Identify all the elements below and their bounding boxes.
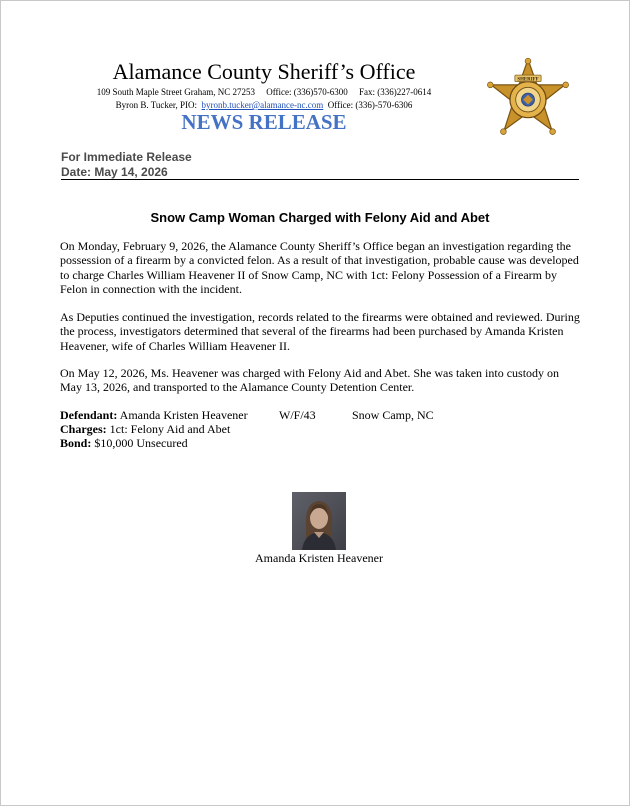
mugshot-photo (292, 492, 346, 550)
pio-office-phone: Office: (336)-570-6306 (327, 100, 413, 110)
pio-contact-line (61, 100, 467, 110)
office-address-line (61, 87, 467, 97)
defendant-name: Amanda Kristen Heavener (119, 408, 248, 422)
sheriff-badge-icon (487, 57, 569, 139)
fax-number: Fax: (336)227-0614 (359, 87, 432, 97)
office-phone: Office: (336)570-6300 (266, 87, 348, 97)
article-headline: Snow Camp Woman Charged with Felony Aid and Abet (150, 210, 490, 225)
charges-value: 1ct: Felony Aid and Abet (109, 422, 231, 436)
defendant-line (60, 408, 248, 423)
news-release-heading: NEWS RELEASE (181, 110, 347, 134)
pio-email-link[interactable]: byronb.tucker@alamance-nc.com (201, 100, 324, 110)
charges-label: Charges: (60, 422, 107, 436)
charges-line (60, 422, 230, 437)
header-divider (61, 179, 579, 180)
photo-caption: Amanda Kristen Heavener (255, 551, 383, 565)
street-address: 109 South Maple Street Graham, NC 27253 (96, 87, 255, 97)
article-paragraph-1: On Monday, February 9, 2026, the Alamance County Sheriff’s Office began an investigation regarding the possession of a firearm by a convicted felon. As a result of that investigation, probable cause was developed to charge Charles William Heavener II of Snow Camp, NC with 1ct: Felony Possession of a Firearm by Felon in connection with the incident. (60, 239, 579, 297)
badge-top-text: SHERIFF (517, 77, 539, 83)
pio-name: Byron B. Tucker, PIO: (115, 100, 198, 110)
defendant-demographics: W/F/43 (279, 408, 316, 422)
bond-line (60, 436, 188, 451)
defendant-location: Snow Camp, NC (352, 408, 434, 422)
release-date: Date: May 14, 2026 (61, 165, 168, 179)
release-type: For Immediate Release (61, 150, 192, 164)
article-paragraph-3: On May 12, 2026, Ms. Heavener was charged with Felony Aid and Abet. She was taken into custody on May 13, 2026, and transported to the Alamance County Detention Center. (60, 366, 560, 395)
office-title: Alamance County Sheriff’s Office (112, 59, 416, 84)
article-paragraph-2: As Deputies continued the investigation, records related to the firearms were obtained and reviewed. During the process, investigators determined that several of the firearms had been purchased by Amanda Kristen Heavener, wife of Charles William Heavener II. (60, 310, 580, 353)
bond-label: Bond: (60, 436, 92, 450)
defendant-label: Defendant: (60, 408, 118, 422)
bond-value: $10,000 Unsecured (94, 436, 188, 450)
